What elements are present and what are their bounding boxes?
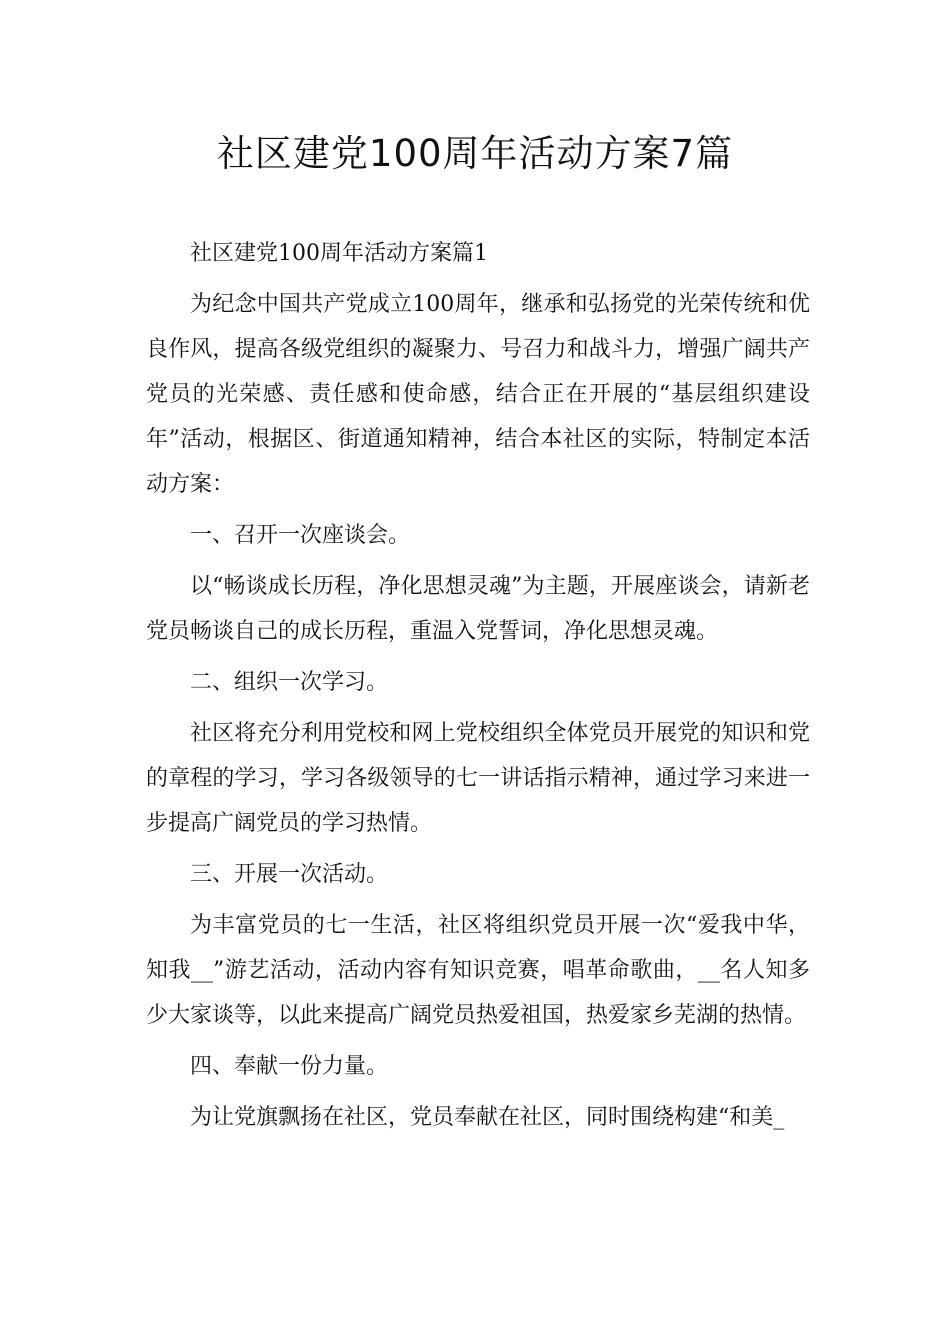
section-heading-3: 三、开展一次活动。 bbox=[190, 862, 389, 887]
document-body bbox=[146, 231, 810, 1140]
section-heading-1: 一、召开一次座谈会。 bbox=[190, 523, 411, 548]
section-heading-4: 四、奉献一份力量。 bbox=[190, 1054, 389, 1079]
paragraph-section-2: 社区将充分利用党校和网上党校组织全体党员开展党的知识和党的章程的学习，学习各级领导的七一讲话指示精神，通过学习来进一步提高广阔党员的学习热情。 bbox=[146, 721, 810, 836]
document-title: 社区建党100周年活动方案7篇 bbox=[216, 132, 734, 175]
section-heading-2: 二、组织一次学习。 bbox=[190, 670, 389, 695]
paragraph-intro: 为纪念中国共产党成立100周年，继承和弘扬党的光荣传统和优良作风，提高各级党组织的凝聚力、号召力和战斗力，增强广阔共产党员的光荣感、责任感和使命感，结合正在开展的“基层组织建设年”活动，根据区、街道通知精神，结合本社区的实际，特制定本活动方案： bbox=[146, 292, 810, 497]
paragraph-subtitle: 社区建党100周年活动方案篇1 bbox=[190, 241, 488, 266]
paragraph-section-3: 为丰富党员的七一生活，社区将组织党员开展一次“爱我中华，知我__”游艺活动，活动内容有知识竞赛，唱革命歌曲，__名人知多少大家谈等，以此来提高广阔党员热爱祖国，热爱家乡芜湖的热情。 bbox=[146, 913, 810, 1028]
paragraph-section-1: 以“畅谈成长历程，净化思想灵魂”为主题，开展座谈会，请新老党员畅谈自己的成长历程，重温入党誓词，净化思想灵魂。 bbox=[146, 574, 810, 644]
paragraph-section-4: 为让党旗飘扬在社区，党员奉献在社区，同时围绕构建“和美_ bbox=[190, 1105, 785, 1130]
